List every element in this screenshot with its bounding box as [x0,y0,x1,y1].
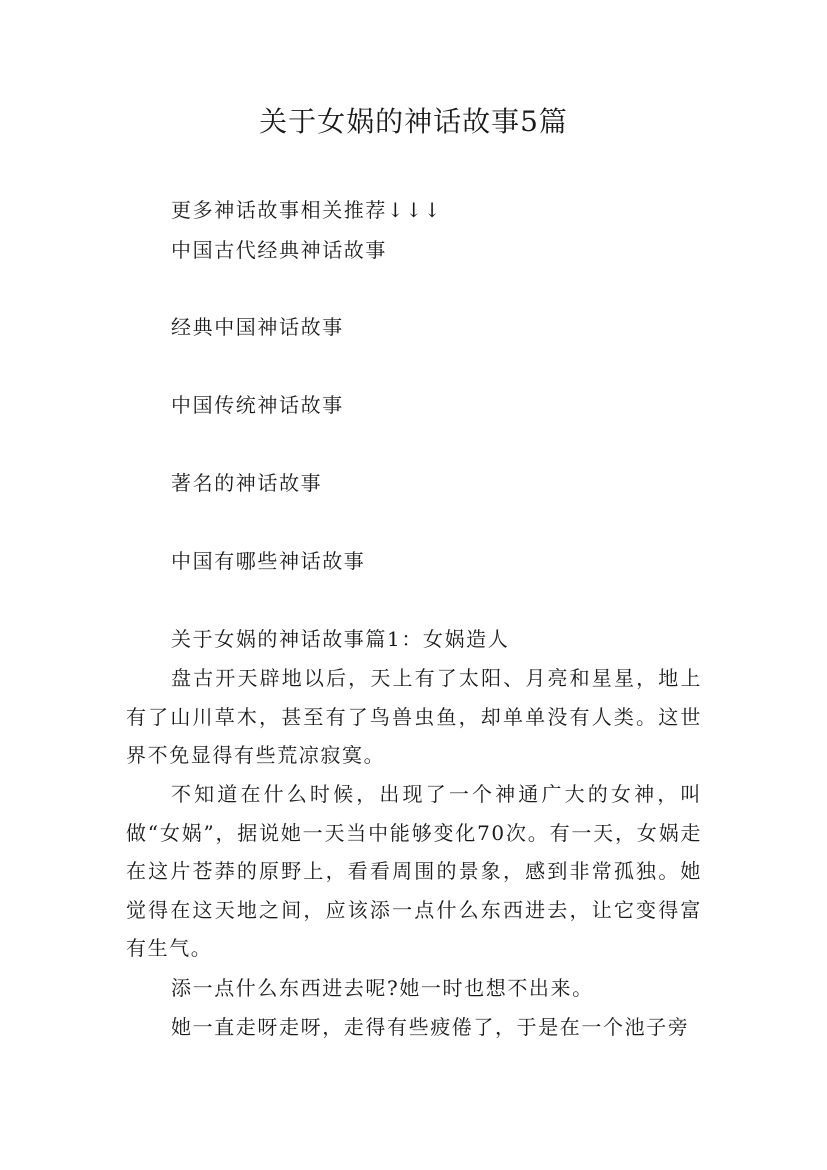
recommend-link-ancient-classic[interactable]: 中国古代经典神话故事 [171,238,387,262]
paragraph: 她一直走呀走呀，走得有些疲倦了，于是在一个池子旁 [171,1015,690,1039]
paragraph: 不知道在什么时候，出现了一个神通广大的女神，叫做“女娲”，据说她一天当中能够变化70次。有一天，女娲走在这片苍莽的原野上，看看周围的景象，感到非常孤独。她觉得在这天地之间，应该添一点什么东西进去，让它变得富有生气。 [126,782,702,961]
paragraph: 盘古开天辟地以后，天上有了太阳、月亮和星星，地上有了山川草木，甚至有了鸟兽虫鱼，却单单没有人类。这世界不免显得有些荒凉寂寞。 [126,666,702,768]
recommend-heading: 更多神话故事相关推荐↓↓↓ [171,198,443,222]
recommend-link-which-stories[interactable]: 中国有哪些神话故事 [171,549,366,573]
document-title: 关于女娲的神话故事5篇 [259,105,568,138]
recommend-link-famous[interactable]: 著名的神话故事 [171,471,323,495]
paragraph: 添一点什么东西进去呢?她一时也想不出来。 [171,976,594,1000]
recommend-link-traditional[interactable]: 中国传统神话故事 [171,393,344,417]
section-heading: 关于女娲的神话故事篇1：女娲造人 [171,627,510,651]
recommend-link-classic-chinese[interactable]: 经典中国神话故事 [171,315,344,339]
